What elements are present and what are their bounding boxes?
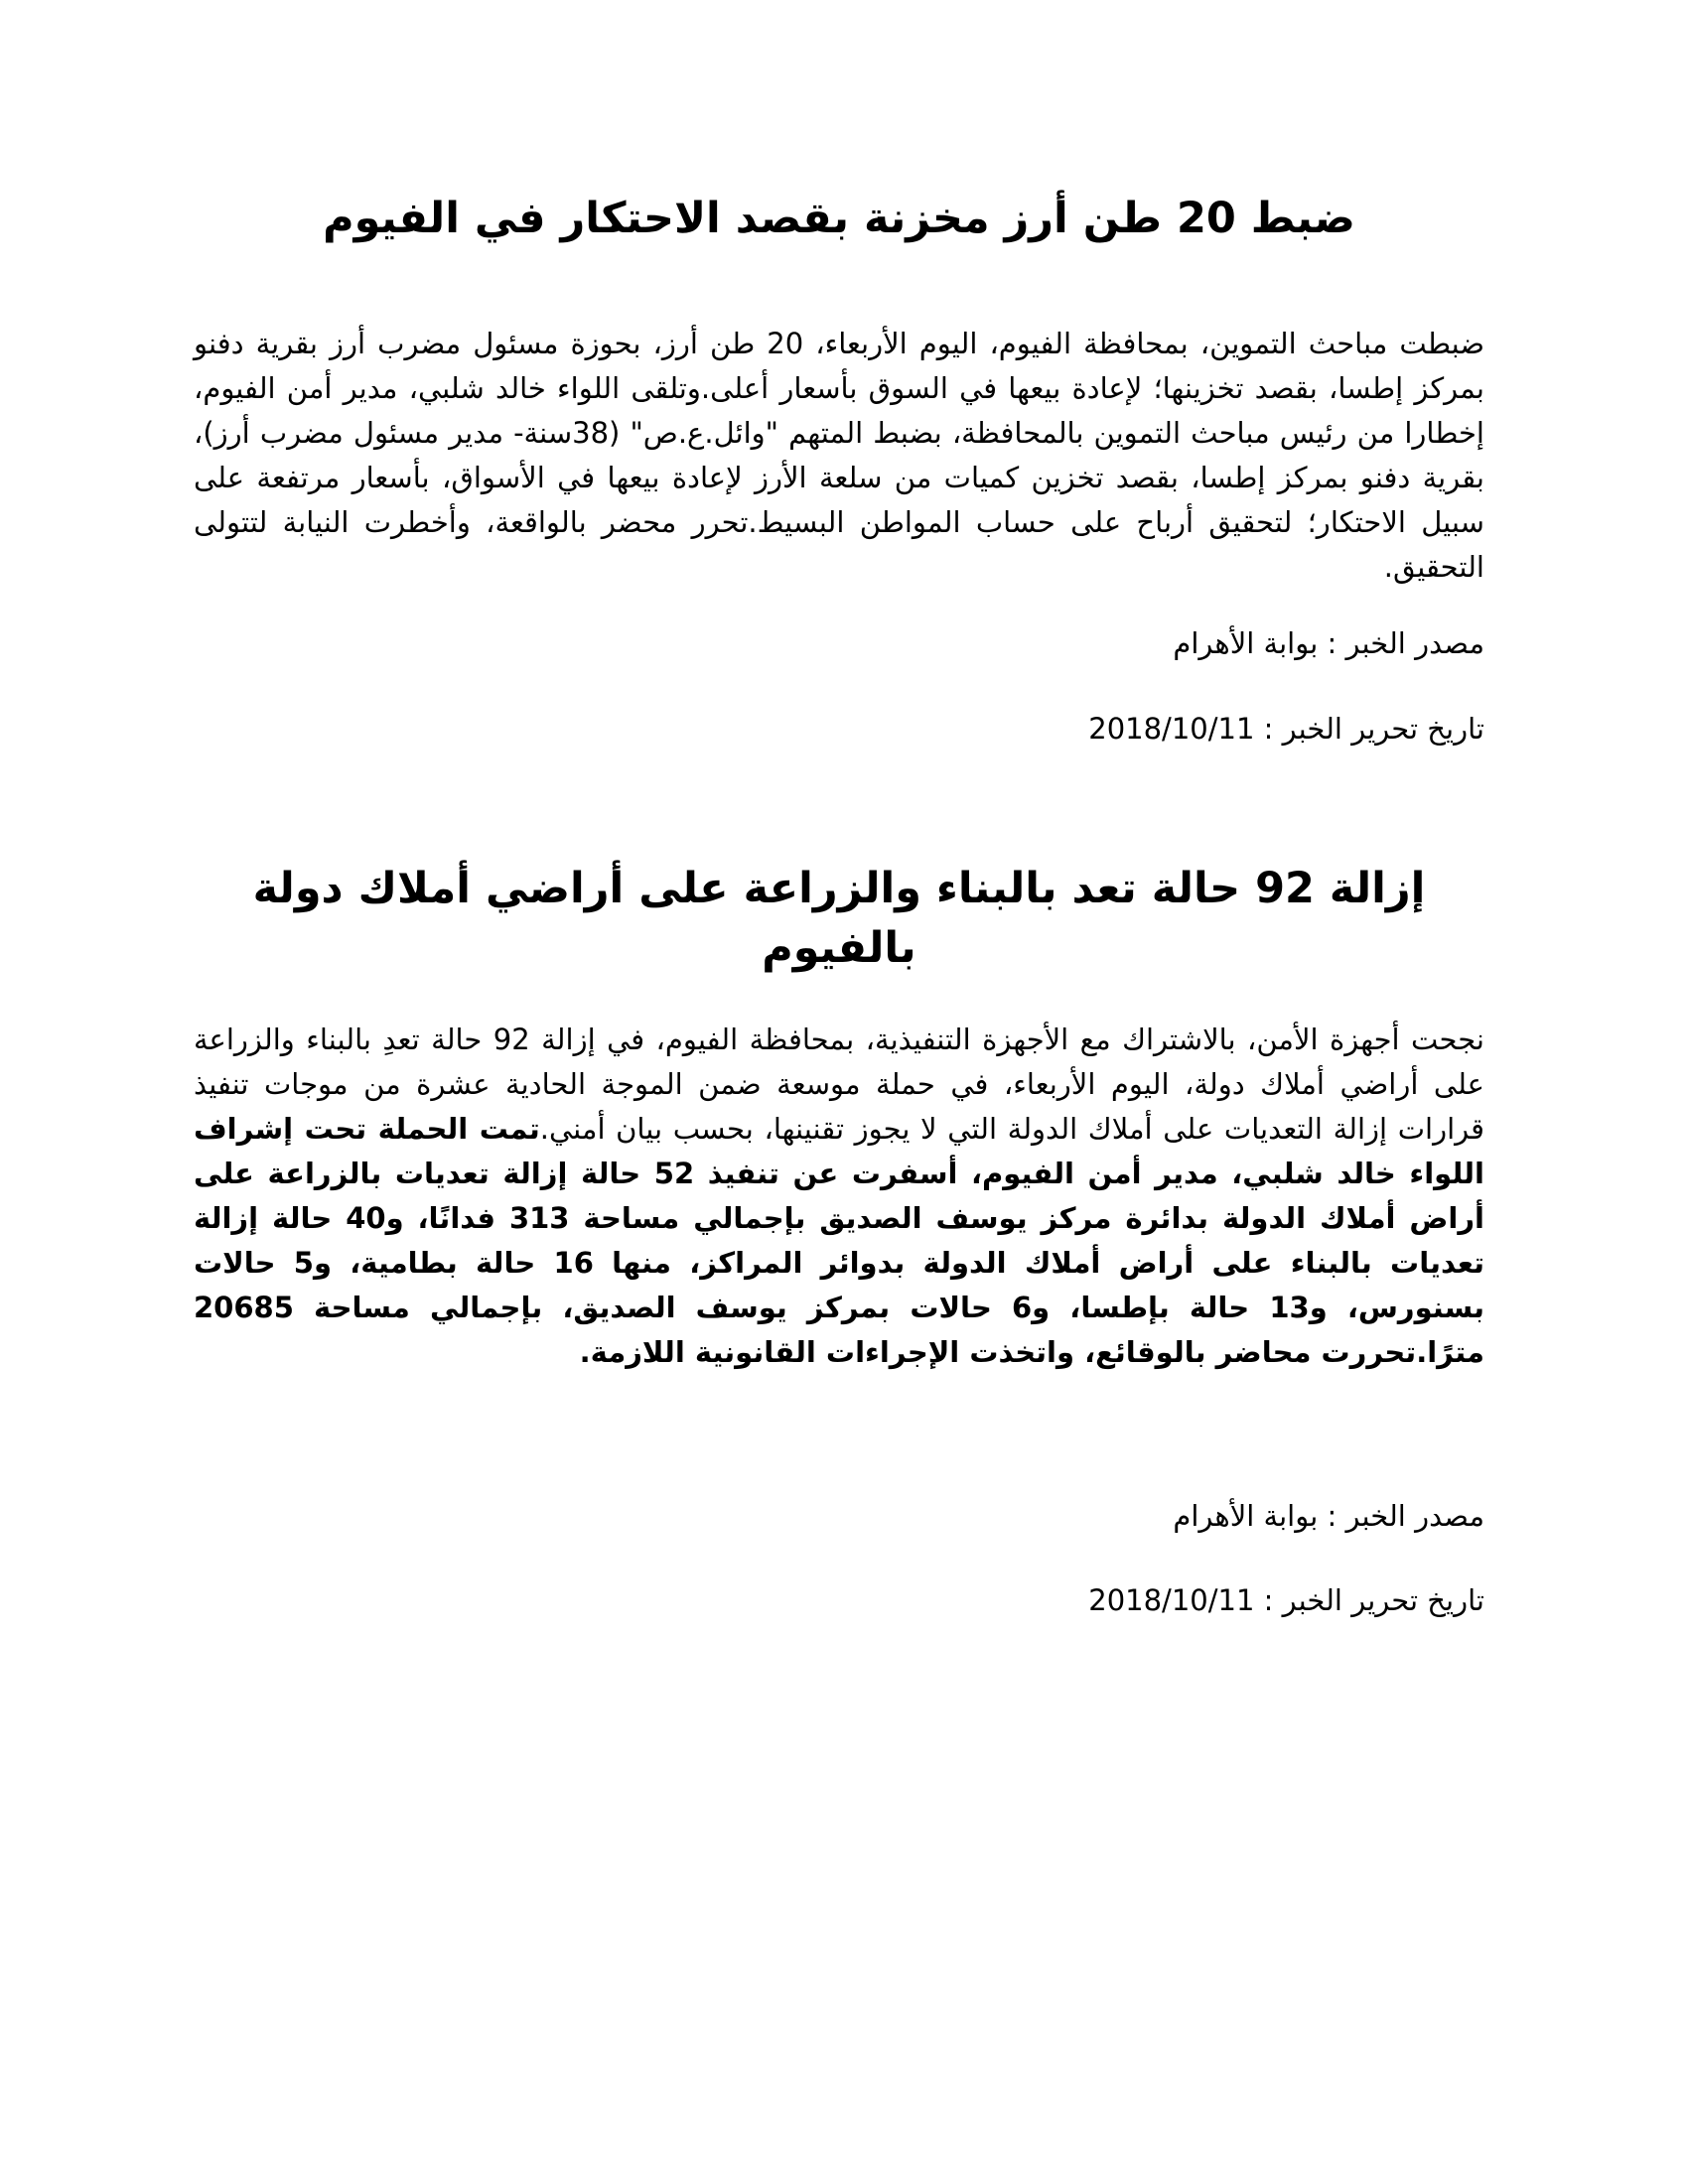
news-article <box>194 859 1484 1623</box>
news-source-value: بوابة الأهرام <box>1173 1499 1319 1533</box>
news-article <box>194 189 1484 751</box>
article-title: ضبط 20 طن أرز مخزنة بقصد الاحتكار في الفيوم <box>323 194 1355 243</box>
article-title: إزالة 92 حالة تعد بالبناء والزراعة على أراضي أملاك دولة بالفيوم <box>252 864 1426 973</box>
article-body: ضبطت مباحث التموين، بمحافظة الفيوم، اليوم الأربعاء، 20 طن أرز، بحوزة مسئول مضرب أرز بقرية دفنو بمركز إطسا، بقصد تخزينها؛ لإعادة بيعها في السوق بأسعار أعلى.وتلقى اللواء خالد شلبي، مدير أمن الفيوم، إخطارا من رئيس مباحث التموين بالمحافظة، بضبط المتهم "وائل.ع.ص" (38سنة- مدير مسئول مضرب أرز)، بقرية دفنو بمركز إطسا، بقصد تخزين كميات من سلعة الأرز لإعادة بيعها في الأسواق، بأسعار مرتفعة على سبيل الاحتكار؛ لتحقيق أرباح على حساب المواطن البسيط.تحرر محضر بالواقعة، وأخطرت النيابة لتتولى التحقيق. <box>194 327 1484 584</box>
article-body <box>194 1018 1484 1375</box>
news-date-label: تاريخ تحرير الخبر <box>1282 1583 1484 1617</box>
document-page <box>194 189 1484 1623</box>
news-source-label: مصدر الخبر <box>1345 626 1484 660</box>
news-date-label: تاريخ تحرير الخبر <box>1282 712 1484 746</box>
article-body-bold: تمت الحملة تحت إشراف اللواء خالد شلبي، مدير أمن الفيوم، أسفرت عن تنفيذ 52 حالة إزالة تعديات بالزراعة على أراض أملاك الدولة بدائرة مركز يوسف الصديق بإجمالي مساحة 313 فدانًا، و40 حالة إزالة تعديات بالبناء على أراض أملاك الدولة بدوائر المراكز، منها 16 حالة بطامية، و5 حالات بسنورس، و13 حالة بإطسا، و6 حالات بمركز يوسف الصديق، بإجمالي مساحة 20685 مترًا.تحررت محاضر بالوقائع، واتخذت الإجراءات القانونية اللازمة. <box>194 1112 1484 1369</box>
article-body-regular: نجحت أجهزة الأمن، بالاشتراك مع الأجهزة التنفيذية، بمحافظة الفيوم، في إزالة 92 حالة تعدِ بالبناء والزراعة على أراضي أملاك دولة، اليوم الأربعاء، في حملة موسعة ضمن الموجة الحادية عشرة من موجات تنفيذ قرارات إزالة التعديات على أملاك الدولة التي لا يجوز تقنينها، بحسب بيان أمني. <box>194 1023 1485 1146</box>
news-date-value: 2018/10/11 <box>1088 712 1255 746</box>
news-source-line: مصدر الخبر : بوابة الأهرام <box>1173 626 1484 660</box>
news-source-value: بوابة الأهرام <box>1173 626 1319 660</box>
news-date-line: تاريخ تحرير الخبر : 2018/10/11 <box>194 1578 1484 1623</box>
news-date-value: 2018/10/11 <box>1088 1583 1255 1617</box>
news-source-line: مصدر الخبر : بوابة الأهرام <box>1173 1499 1484 1533</box>
news-source-label: مصدر الخبر <box>1345 1499 1484 1533</box>
news-date-line: تاريخ تحرير الخبر : 2018/10/11 <box>194 707 1484 751</box>
